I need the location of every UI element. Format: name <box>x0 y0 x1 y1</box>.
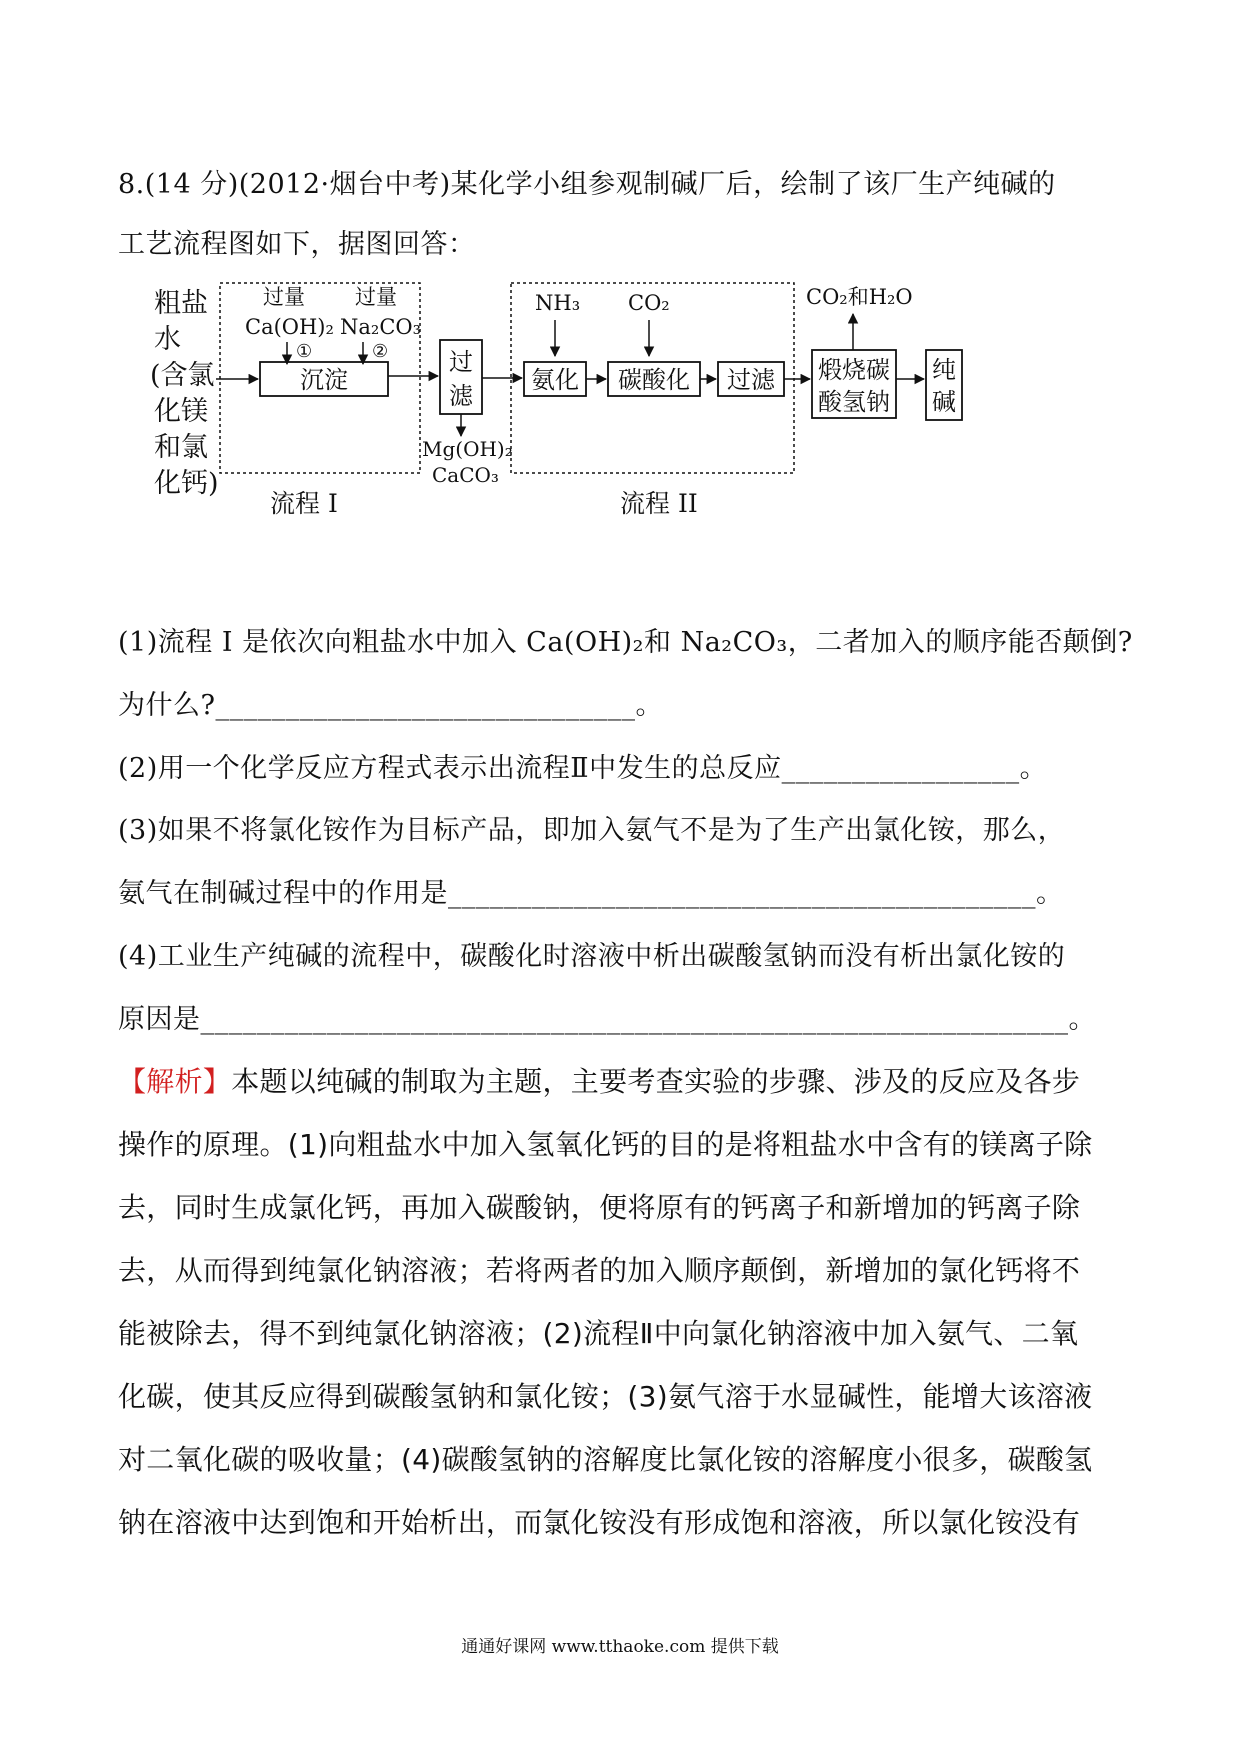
process-flow-diagram <box>150 285 1070 570</box>
co2-label: CO₂ <box>628 291 670 315</box>
feed-line-3: (含氯 <box>150 360 215 391</box>
reagent-2-name: Na₂CO₃ <box>340 315 422 339</box>
reagent-2-qty: 过量 <box>355 285 397 309</box>
analysis-text-1: 本题以纯碱的制取为主题，主要考查实验的步骤、涉及的反应及各步 <box>231 1065 1081 1098</box>
process-2-label: 流程 II <box>620 489 698 518</box>
carbonation-label: 碳酸化 <box>618 366 690 394</box>
feed-line-6: 化钙) <box>154 468 219 499</box>
analysis-line-1 <box>118 1060 1080 1100</box>
analysis-tag: 【解析】 <box>118 1065 232 1098</box>
question-2: (2)用一个化学反应方程式表示出流程Ⅱ中发生的总反应_________________。 <box>118 753 1048 784</box>
reagent-2-step: ② <box>372 341 389 362</box>
filter-1-label-2: 滤 <box>449 382 473 410</box>
process-1-label: 流程 I <box>270 489 338 518</box>
feed-line-4: 化镁 <box>154 396 208 427</box>
filter-1-output-2: CaCO₃ <box>432 463 499 487</box>
product-label-2: 碱 <box>932 388 956 416</box>
calcine-label-1: 煅烧碳 <box>818 356 890 384</box>
question-3-line-1: (3)如果不将氯化铵作为目标产品，即加入氨气不是为了生产出氯化铵，那么， <box>118 815 1066 846</box>
feed-line-5: 和氯 <box>154 432 208 463</box>
analysis-line-5: 能被除去，得不到纯氯化钠溶液；(2)流程Ⅱ中向氯化钠溶液中加入氨气、二氧 <box>118 1317 1079 1350</box>
calcine-label-2: 酸氢钠 <box>818 388 890 416</box>
question-line-1: 8.(14 分)(2012·烟台中考)某化学小组参观制碱厂后，绘制了该厂生产纯碱的 <box>118 169 1056 200</box>
analysis-line-3: 去，同时生成氯化钙，再加入碳酸钠，便将原有的钙离子和新增加的钙离子除 <box>118 1191 1081 1224</box>
analysis-line-4: 去，从而得到纯氯化钠溶液；若将两者的加入顺序颠倒，新增加的氯化钙将不 <box>118 1254 1081 1287</box>
filter-1-output-1: Mg(OH)₂ <box>422 437 513 461</box>
product-label-1: 纯 <box>932 356 956 384</box>
analysis-line-2: 操作的原理。(1)向粗盐水中加入氢氧化钙的目的是将粗盐水中含有的镁离子除 <box>118 1128 1093 1161</box>
calcine-output-label: CO₂和H₂O <box>806 285 913 309</box>
reagent-1-qty: 过量 <box>263 285 305 309</box>
analysis-line-6: 化碳，使其反应得到碳酸氢钠和氯化铵；(3)氨气溶于水显碱性，能增大该溶液 <box>118 1380 1093 1413</box>
precipitate-label: 沉淀 <box>300 366 348 394</box>
question-1-line-2: 为什么?______________________________。 <box>118 690 663 721</box>
ammoniation-label: 氨化 <box>531 366 579 394</box>
nh3-label: NH₃ <box>535 291 581 315</box>
reagent-1-step: ① <box>296 341 313 362</box>
reagent-1-name: Ca(OH)₂ <box>245 315 334 339</box>
question-1-line-1: (1)流程 I 是依次向粗盐水中加入 Ca(OH)₂和 Na₂CO₃，二者加入的顺序能否颠倒? <box>118 627 1133 658</box>
filter-2-label: 过滤 <box>727 366 775 394</box>
question-3-line-2: 氨气在制碱过程中的作用是__________________________________________。 <box>118 878 1064 909</box>
feed-line-2: 水 <box>154 324 181 355</box>
question-4-line-1: (4)工业生产纯碱的流程中，碳酸化时溶液中析出碳酸氢钠而没有析出氯化铵的 <box>118 941 1066 972</box>
page-footer: 通通好课网 www.tthaoke.com 提供下载 <box>461 1637 779 1657</box>
question-4-line-2: 原因是______________________________________________________________。 <box>118 1004 1096 1035</box>
analysis-line-7: 对二氧化碳的吸收量；(4)碳酸氢钠的溶解度比氯化铵的溶解度小很多，碳酸氢 <box>118 1443 1093 1476</box>
feed-line-1: 粗盐 <box>154 288 208 319</box>
filter-1-label-1: 过 <box>449 348 473 376</box>
question-line-2: 工艺流程图如下，据图回答： <box>118 229 476 260</box>
analysis-line-8: 钠在溶液中达到饱和开始析出，而氯化铵没有形成饱和溶液，所以氯化铵没有 <box>118 1506 1081 1539</box>
